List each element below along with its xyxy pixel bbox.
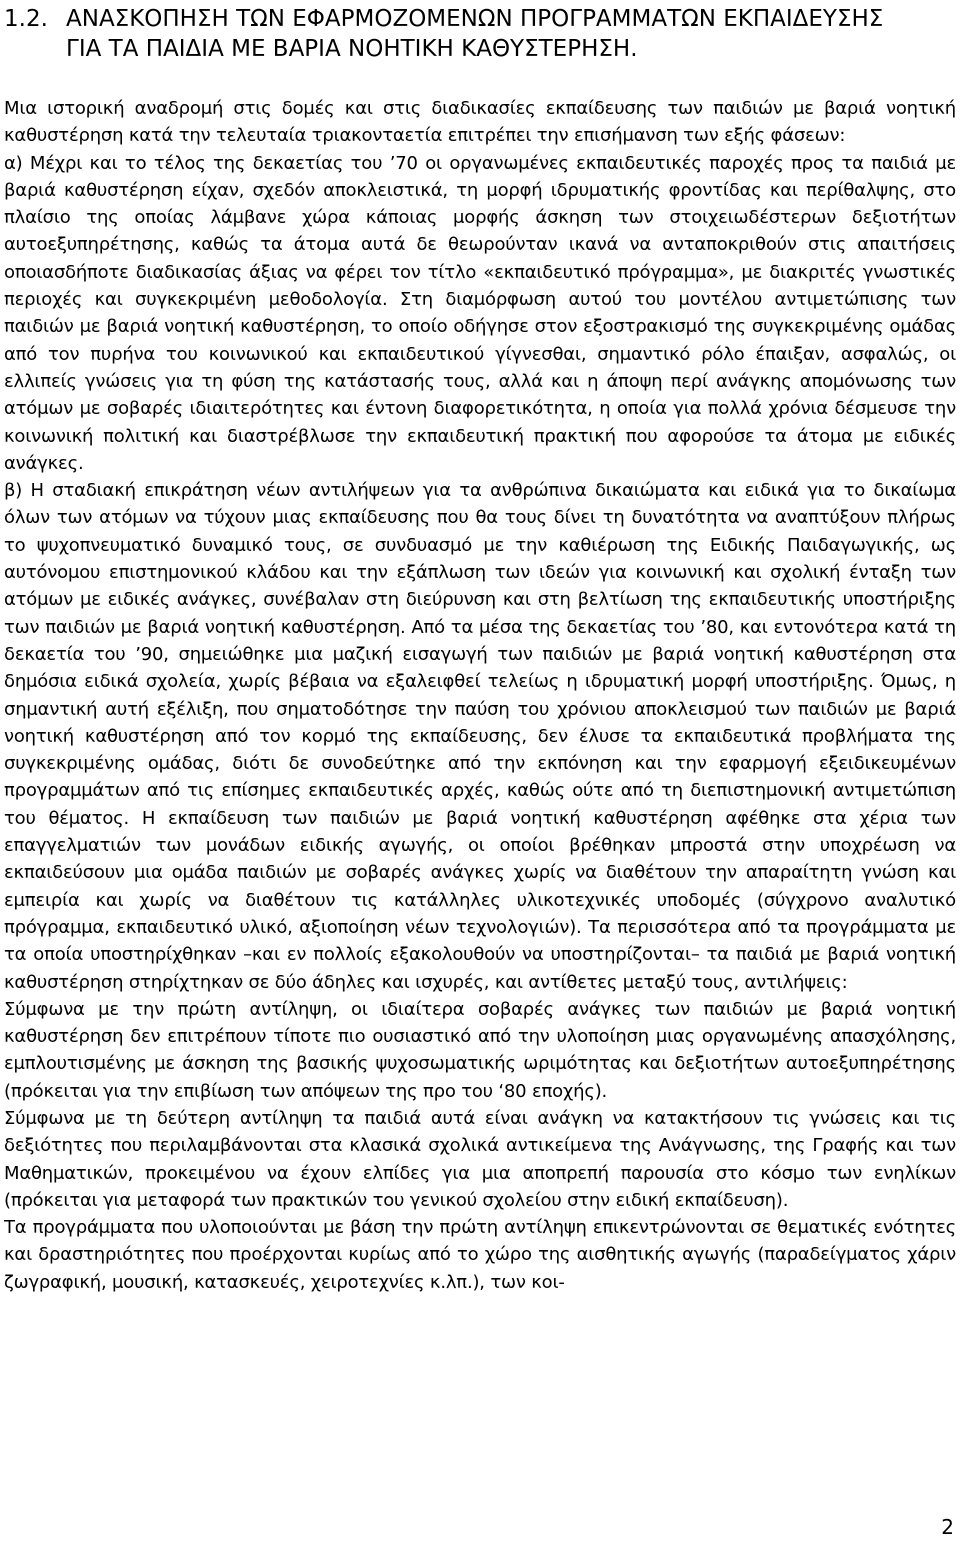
page-number: 2 <box>941 1515 954 1539</box>
section-title-line-2: ΓΙΑ ΤΑ ΠΑΙΔΙΑ ΜΕ ΒΑΡΙΑ ΝΟΗΤΙΚΗ ΚΑΘΥΣΤΕΡΗΣΗ. <box>66 36 638 62</box>
section-number: 1.2. <box>4 6 48 32</box>
paragraph-first-view: Σύμφωνα με την πρώτη αντίληψη, οι ιδιαίτερα σοβαρές ανάγκες των παιδιών με βαριά νοητική καθυστέρηση δεν επιτρέπουν τίποτε πιο ουσιαστικό από την υλοποίηση μιας οργανωμένης απασχόλησης, εμπλουτισμένης με άσκηση της βασικής ψυχοσωματικής ωριμότητας και δεξιοτήτων αυτοεξυπηρέτησης (πρόκειται για την επιβίωση των απόψεων της προ του ‘80 εποχής). <box>4 998 956 1102</box>
paragraph-programs: Τα προγράμματα που υλοποιούνται με βάση την πρώτη αντίληψη επικεντρώνονται σε θεματικές ενότητες και δραστηριότητες που προέρχονται κυρίως από το χώρο της αισθητικής αγωγής (παραδείγματος χάριν ζωγραφική, μουσική, κατασκευές, χειροτεχνίες κ.λπ.), των κοι- <box>4 1217 956 1293</box>
paragraph-second-view: Σύμφωνα με τη δεύτερη αντίληψη τα παιδιά αυτά είναι ανάγκη να κατακτήσουν τις γνώσεις και τις δεξιότητες που περιλαμβάνονται στα κλασικά σχολικά αντικείμενα της Ανάγνωσης, της Γραφής και των Μαθηματικών, προκειμένου να έχουν ελπίδες για μια αποπρεπή παρουσία στο κόσμο των ενηλίκων (πρόκειται για μεταφορά των πρακτικών του γενικού σχολείου στην ειδική εκπαίδευση). <box>4 1107 956 1211</box>
section-title-line-1: ΑΝΑΣΚΟΠΗΣΗ ΤΩΝ ΕΦΑΡΜΟΖΟΜΕΝΩΝ ΠΡΟΓΡΑΜΜΑΤΩΝ ΕΚΠΑΙΔΕΥΣΗΣ <box>66 6 884 32</box>
section-heading <box>4 4 956 64</box>
paragraph-intro: Μια ιστορική αναδρομή στις δομές και στις διαδικασίες εκπαίδευσης των παιδιών με βαριά νοητική καθυστέρηση κατά την τελευταία τριακονταετία επιτρέπει την επισήμανση των εξής φάσεων: <box>4 98 956 147</box>
paragraph-phase-b: β) Η σταδιακή επικράτηση νέων αντιλήψεων για τα ανθρώπινα δικαιώματα και ειδικά για το δικαίωμα όλων των ατόμων να τύχουν μιας εκπαίδευσης που θα τους δίνει τη δυνατότητα να αναπτύξουν πλήρως το ψυχοπνευματικό δυναμικό τους, σε συνδυασμό με την καθιέρωση της Ειδικής Παιδαγωγικής, ως αυτόνομου επιστημονικού κλάδου και την εξάπλωση των ιδεών για κοινωνική και σχολική ένταξη των ατόμων με ειδικές ανάγκες, συνέβαλαν στη διεύρυνση και στη βελτίωση της εκπαιδευτικής υποστήριξης των παιδιών με βαριά νοητική καθυστέρηση. Από τα μέσα της δεκαετίας του ’80, και εντονότερα κατά τη δεκαετία του ’90, σημειώθηκε μια μαζική εισαγωγή των παιδιών με βαριά νοητική καθυστέρηση στα δημόσια ειδικά σχολεία, χωρίς βέβαια να εξαλειφθεί τελείως η ιδρυματική μορφή υποστήριξης. Όμως, η σημαντική αυτή εξέλιξη, που σηματοδότησε την παύση του χρόνιου αποκλεισμού των παιδιών με βαριά νοητική καθυστέρηση από τον κορμό της εκπαίδευσης, δεν έλυσε τα εκπαιδευτικά προβλήματα της συγκεκριμένης ομάδας, διότι δε συνοδεύτηκε από την εκπόνηση και την εφαρμογή εξειδικευμένων προγραμμάτων από τις επίσημες εκπαιδευτικές αρχές, καθώς ούτε από τη διεπιστημονική αντιμετώπιση του θέματος. Η εκπαίδευση των παιδιών με βαριά νοητική καθυστέρηση αφέθηκε στα χέρια των επαγγελματιών των μονάδων ειδικής αγωγής, οι οποίοι βρέθηκαν μπροστά στην υποχρέωση να εκπαιδεύσουν μια ομάδα παιδιών με σοβαρές ανάγκες χωρίς να διαθέτουν την απαραίτητη γνώση και εμπειρία και χωρίς να διαθέτουν τις κατάλληλες υλικοτεχνικές υποδομές (σύγχρονο αναλυτικό πρόγραμμα, εκπαιδευτικό υλικό, αξιοποίηση νέων τεχνολογιών). Τα περισσότερα από τα προγράμματα με τα οποία υποστηρίχθηκαν –και εν πολλοίς εξακολουθούν να υποστηρίζονται– τα παιδιά με βαριά νοητική καθυστέρηση στηρίχτηκαν σε δύο άδηλες και ισχυρές, και αντίθετες μεταξύ τους, αντιλήψεις: <box>4 480 956 993</box>
body-text <box>4 95 956 1296</box>
paragraph-phase-a: α) Μέχρι και το τέλος της δεκαετίας του ’70 οι οργανωμένες εκπαιδευτικές παροχές προς τα παιδιά με βαριά καθυστέρηση είχαν, σχεδόν αποκλειστικά, τη μορφή ιδρυματικής φροντίδας και περίθαλψης, στο πλαίσιο της οποίας λάμβανε χώρα κάποιας μορφής άσκηση των στοιχειωδέστερων δεξιοτήτων αυτοεξυπηρέτησης, καθώς τα άτομα αυτά δε θεωρούνταν ικανά να ανταποκριθούν στις απαιτήσεις οποιασδήποτε διαδικασίας άξιας να φέρει τον τίτλο «εκπαιδευτικό πρόγραμμα», με διακριτές γνωστικές περιοχές και συγκεκριμένη μεθοδολογία. Στη διαμόρφωση αυτού του μοντέλου αντιμετώπισης των παιδιών με βαριά νοητική καθυστέρηση, το οποίο οδήγησε στον εξοστρακισμό της συγκεκριμένης ομάδας από τον πυρήνα του κοινωνικού και εκπαιδευτικού γίγνεσθαι, σημαντικό ρόλο έπαιξαν, ασφαλώς, οι ελλιπείς γνώσεις για τη φύση της κατάστασής τους, αλλά και η άποψη περί ανάγκης απομόνωσης των ατόμων με σοβαρές ιδιαιτερότητες και έντονη διαφορετικότητα, η οποία για πολλά χρόνια δέσμευσε την κοινωνική πολιτική και διαστρέβλωσε την εκπαιδευτική πρακτική που αφορούσε τα άτομα με ειδικές ανάγκες. <box>4 152 956 474</box>
